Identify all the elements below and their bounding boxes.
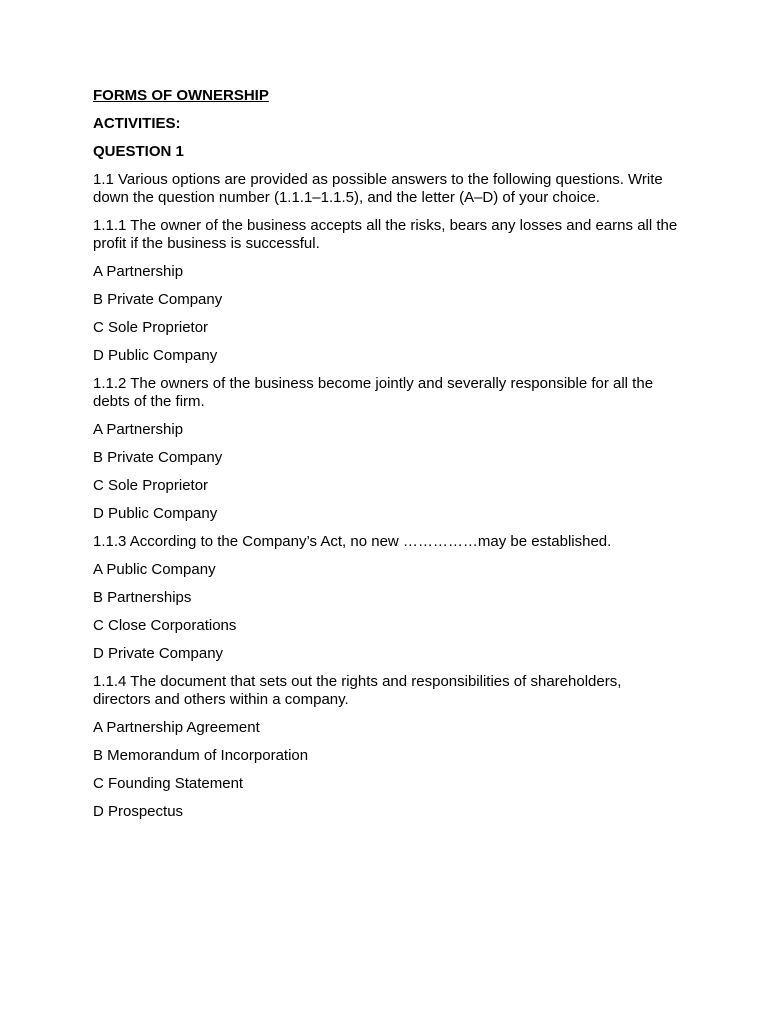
document-page — [93, 87, 683, 831]
option-b: B Private Company — [93, 291, 223, 308]
option-d: D Prospectus — [93, 803, 184, 820]
option-c: C Sole Proprietor — [93, 477, 209, 494]
question-heading: QUESTION 1 — [93, 143, 184, 160]
option-d: D Public Company — [93, 505, 218, 522]
instructions-paragraph: 1.1 Various options are provided as possible answers to the following questions. Write down the question number (1.1.1–1.1.5), and the letter (A–D) of your choice. — [93, 171, 663, 206]
question-1-1-2 — [93, 375, 683, 523]
option-a: A Public Company — [93, 561, 216, 578]
option-a: A Partnership Agreement — [93, 719, 260, 736]
question-text: 1.1.4 The document that sets out the rights and responsibilities of shareholders, directors and others within a company. — [93, 673, 622, 708]
option-b: B Partnerships — [93, 589, 192, 606]
option-d: D Public Company — [93, 347, 218, 364]
question-text: 1.1.3 According to the Company’s Act, no new ……………may be established. — [93, 533, 612, 550]
question-text: 1.1.2 The owners of the business become jointly and severally responsible for all the debts of the firm. — [93, 375, 654, 410]
question-1-1-4 — [93, 673, 683, 821]
document-title: FORMS OF OWNERSHIP — [93, 87, 269, 104]
option-a: A Partnership — [93, 263, 184, 280]
option-b: B Private Company — [93, 449, 223, 466]
option-a: A Partnership — [93, 421, 184, 438]
option-b: B Memorandum of Incorporation — [93, 747, 309, 764]
option-d: D Private Company — [93, 645, 224, 662]
activities-heading: ACTIVITIES: — [93, 115, 181, 132]
option-c: C Founding Statement — [93, 775, 244, 792]
question-text: 1.1.1 The owner of the business accepts all the risks, bears any losses and earns all the profit if the business is successful. — [93, 217, 678, 252]
question-1-1-3 — [93, 533, 683, 663]
option-c: C Close Corporations — [93, 617, 237, 634]
option-c: C Sole Proprietor — [93, 319, 209, 336]
question-1-1-1 — [93, 217, 683, 365]
